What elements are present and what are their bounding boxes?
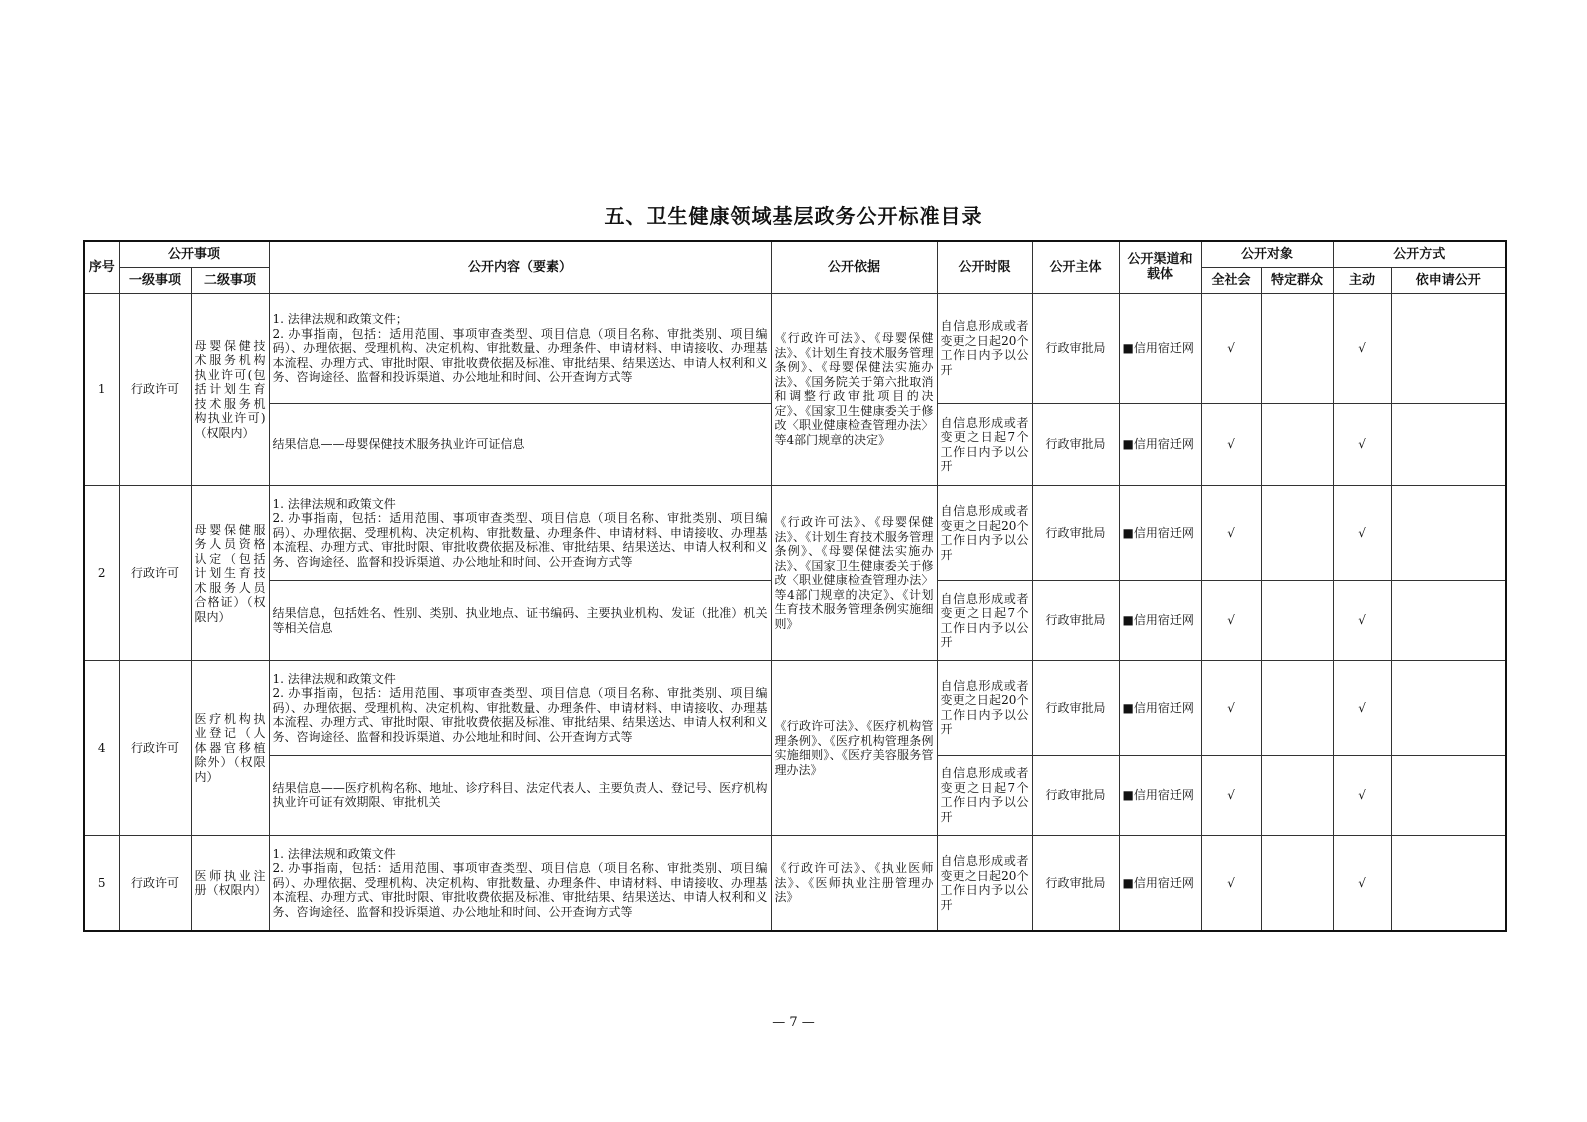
row-channel: ■信用宿迁网 [1119, 836, 1201, 931]
row-level1: 行政许可 [119, 486, 191, 661]
header-level1: 一级事项 [119, 267, 191, 293]
row-seq: 5 [84, 836, 119, 931]
row-level2: 医师执业注册（权限内） [191, 836, 269, 931]
row-subject: 行政审批局 [1032, 404, 1119, 486]
page-number: — 7 — [772, 1015, 815, 1030]
row-basis: 《行政许可法》、《医疗机构管理条例》、《医疗机构管理条例实施细则》、《医疗美容服务管理办法》 [771, 661, 937, 836]
row-subject: 行政审批局 [1032, 486, 1119, 580]
row-on-request [1391, 661, 1506, 755]
content-line: 2. 办事指南，包括：适用范围、事项审查类型、项目信息（项目名称、审批类别、项目编码）、办理依据、受理机构、决定机构、审批数量、办理条件、申请材料、申请接收、办理基本流程、办理方式、审批时限、审批收费依据及标准、审批结果、结果送达、申请人权利和义务、咨询途径、监督和投诉渠道、办公地址和时间、公开查询方式等 [272, 861, 768, 919]
row-time-limit: 自信息形成或者变更之日起20个工作日内予以公开 [937, 661, 1032, 755]
row-level1: 行政许可 [119, 293, 191, 486]
row-content [269, 836, 771, 931]
row-content [269, 404, 771, 486]
header-channel: 公开渠道和载体 [1119, 241, 1201, 293]
row-active: √ [1333, 404, 1391, 486]
row-content [269, 661, 771, 755]
row-time-limit: 自信息形成或者变更之日起20个工作日内予以公开 [937, 293, 1032, 404]
row-specific-group [1261, 755, 1333, 835]
row-specific-group [1261, 486, 1333, 580]
row-channel: ■信用宿迁网 [1119, 404, 1201, 486]
row-channel: ■信用宿迁网 [1119, 486, 1201, 580]
row-content [269, 580, 771, 660]
row-on-request [1391, 404, 1506, 486]
table-row [84, 293, 1506, 404]
content-line: 1. 法律法规和政策文件； [272, 312, 408, 326]
row-time-limit: 自信息形成或者变更之日起7个工作日内予以公开 [937, 580, 1032, 660]
row-channel: ■信用宿迁网 [1119, 755, 1201, 835]
row-all-society: √ [1201, 836, 1261, 931]
row-active: √ [1333, 293, 1391, 404]
row-specific-group [1261, 580, 1333, 660]
catalog-table [83, 240, 1507, 932]
table-row [84, 486, 1506, 580]
header-seq: 序号 [84, 241, 119, 293]
content-line: 1. 法律法规和政策文件 [272, 671, 396, 686]
row-subject: 行政审批局 [1032, 755, 1119, 835]
content-line: 2. 办事指南，包括：适用范围、事项审查类型、项目信息（项目名称、审批类别、项目编码）、办理依据、受理机构、决定机构、审批数量、办理条件、申请材料、申请接收、办理基本流程、办理方式、审批时限、审批收费依据及标准、审批结果、结果送达、申请人权利和义务、咨询途径、监督和投诉渠道、办公地址和时间、公开查询方式等 [272, 326, 768, 384]
content-line: 2. 办事指南，包括：适用范围、事项审查类型、项目信息（项目名称、审批类别、项目编码）、办理依据、受理机构、决定机构、审批数量、办理条件、申请材料、申请接收、办理基本流程、办理方式、审批时限、审批收费依据及标准、审批结果、结果送达、申请人权利和义务、咨询途径、监督和投诉渠道、办公地址和时间、公开查询方式等 [272, 511, 768, 569]
row-basis: 《行政许可法》、《母婴保健法》、《计划生育技术服务管理条例》、《母婴保健法实施办法》、《国务院关于第六批取消和调整行政审批项目的决定》、《国家卫生健康委关于修改〈职业健康检查管理办法〉等4部门规章的决定》 [771, 293, 937, 486]
table-row [84, 661, 1506, 755]
header-subject: 公开主体 [1032, 241, 1119, 293]
row-seq: 1 [84, 293, 119, 486]
row-basis: 《行政许可法》、《执业医师法》、《医师执业注册管理办法》 [771, 836, 937, 931]
row-all-society: √ [1201, 293, 1261, 404]
content-line: 结果信息——医疗机构名称、地址、诊疗科目、法定代表人、主要负责人、登记号、医疗机构执业许可证有效期限、审批机关 [272, 780, 768, 810]
row-seq: 2 [84, 486, 119, 661]
header-all-society: 全社会 [1201, 267, 1261, 293]
table-row [84, 836, 1506, 931]
row-time-limit: 自信息形成或者变更之日起20个工作日内予以公开 [937, 836, 1032, 931]
row-all-society: √ [1201, 580, 1261, 660]
row-on-request [1391, 486, 1506, 580]
row-content [269, 293, 771, 404]
row-time-limit: 自信息形成或者变更之日起20个工作日内予以公开 [937, 486, 1032, 580]
content-line: 2. 办事指南，包括：适用范围、事项审查类型、项目信息（项目名称、审批类别、项目编码）、办理依据、受理机构、决定机构、审批数量、办理条件、申请材料、申请接收、办理基本流程、办理方式、审批时限、审批收费依据及标准、审批结果、结果送达、申请人权利和义务、咨询途径、监督和投诉渠道、办公地址和时间、公开查询方式等 [272, 686, 768, 744]
header-basis: 公开依据 [771, 241, 937, 293]
row-channel: ■信用宿迁网 [1119, 580, 1201, 660]
row-subject: 行政审批局 [1032, 661, 1119, 755]
content-line: 1. 法律法规和政策文件 [272, 496, 396, 511]
catalog-body [84, 293, 1506, 931]
row-content [269, 755, 771, 835]
row-level2: 医疗机构执业登记（人体器官移植除外）（权限内） [191, 661, 269, 836]
row-subject: 行政审批局 [1032, 580, 1119, 660]
row-basis: 《行政许可法》、《母婴保健法》、《计划生育技术服务管理条例》、《母婴保健法实施办法》、《国家卫生健康委关于修改〈职业健康检查管理办法〉等4部门规章的决定》、《计划生育技术服务管理条例实施细则》 [771, 486, 937, 661]
row-channel: ■信用宿迁网 [1119, 293, 1201, 404]
header-audience: 公开对象 [1201, 241, 1333, 267]
row-active: √ [1333, 486, 1391, 580]
content-line: 结果信息，包括姓名、性别、类别、执业地点、证书编码、主要执业机构、发证（批准）机关等相关信息 [272, 606, 768, 635]
row-all-society: √ [1201, 486, 1261, 580]
row-time-limit: 自信息形成或者变更之日起7个工作日内予以公开 [937, 404, 1032, 486]
header-matter: 公开事项 [119, 241, 269, 267]
row-on-request [1391, 836, 1506, 931]
row-seq: 4 [84, 661, 119, 836]
header-specific-group: 特定群众 [1261, 267, 1333, 293]
header-active: 主动 [1333, 267, 1391, 293]
row-all-society: √ [1201, 755, 1261, 835]
row-specific-group [1261, 661, 1333, 755]
header-content: 公开内容（要素） [269, 241, 771, 293]
row-active: √ [1333, 661, 1391, 755]
row-on-request [1391, 755, 1506, 835]
header-level2: 二级事项 [191, 267, 269, 293]
row-all-society: √ [1201, 404, 1261, 486]
row-active: √ [1333, 836, 1391, 931]
row-specific-group [1261, 404, 1333, 486]
document-title: 五、卫生健康领域基层政务公开标准目录 [604, 204, 983, 228]
row-level1: 行政许可 [119, 661, 191, 836]
header-on-request: 依申请公开 [1391, 267, 1506, 293]
header-time-limit: 公开时限 [937, 241, 1032, 293]
row-channel: ■信用宿迁网 [1119, 661, 1201, 755]
row-all-society: √ [1201, 661, 1261, 755]
row-subject: 行政审批局 [1032, 836, 1119, 931]
content-line: 结果信息——母婴保健技术服务执业许可证信息 [272, 437, 525, 452]
row-active: √ [1333, 580, 1391, 660]
row-level1: 行政许可 [119, 836, 191, 931]
row-content [269, 486, 771, 580]
row-specific-group [1261, 293, 1333, 404]
row-specific-group [1261, 836, 1333, 931]
row-level2: 母婴保健服务人员资格认定（包括计划生育技术服务人员合格证）（权限内） [191, 486, 269, 661]
row-level2: 母婴保健技术服务机构执业许可(包括计划生育技术服务机构执业许可)（权限内） [191, 293, 269, 486]
row-subject: 行政审批局 [1032, 293, 1119, 404]
row-active: √ [1333, 755, 1391, 835]
content-line: 1. 法律法规和政策文件 [272, 846, 396, 861]
row-on-request [1391, 293, 1506, 404]
row-time-limit: 自信息形成或者变更之日起7个工作日内予以公开 [937, 755, 1032, 835]
row-on-request [1391, 580, 1506, 660]
header-method: 公开方式 [1333, 241, 1506, 267]
